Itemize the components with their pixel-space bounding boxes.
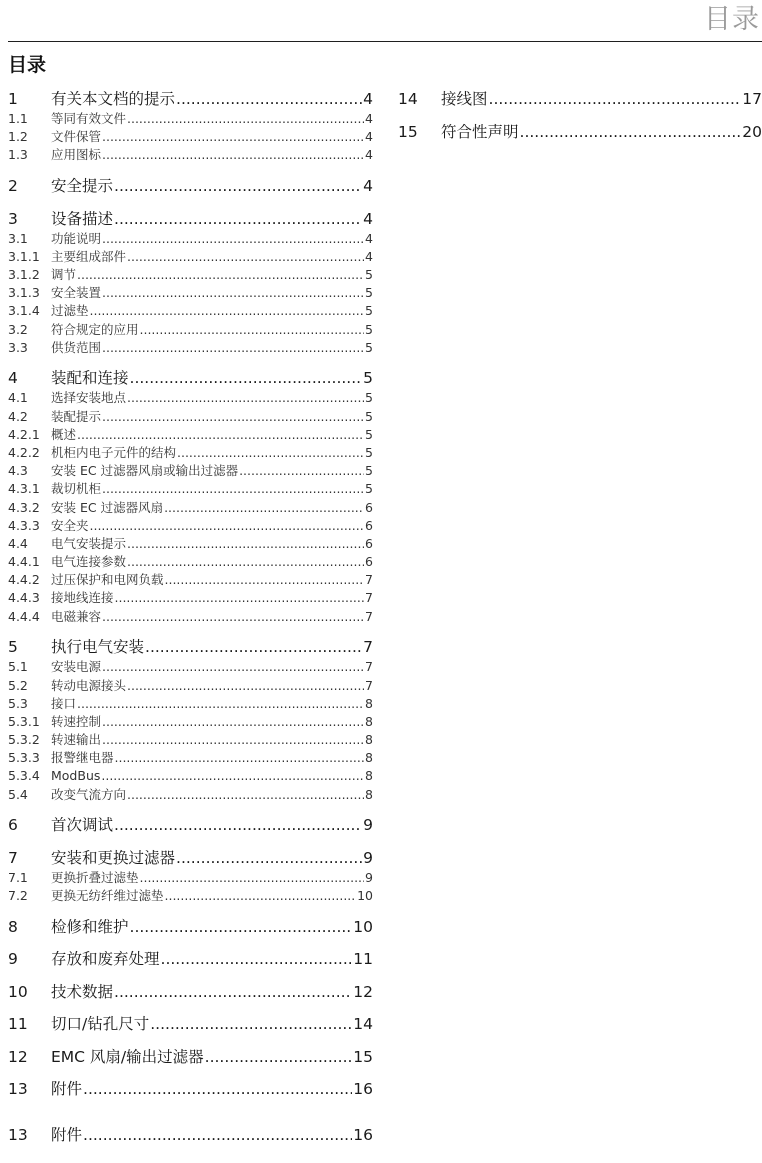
toc-entry-title: 切口/钻孔尺寸 (51, 1015, 150, 1034)
toc-heading: 目录 (8, 54, 47, 76)
toc-entry-page: 12 (353, 982, 373, 1001)
toc-entry-title: 电磁兼容 (51, 608, 102, 624)
toc-entry-number: 11 (8, 1015, 28, 1034)
toc-entry-number: 3.2 (8, 321, 28, 337)
toc-entry-number: 12 (8, 1047, 28, 1066)
toc-entry-level-1[interactable] (8, 1046, 373, 1068)
toc-entry-number: 3.1.4 (8, 303, 40, 319)
toc-entry-number: 7 (8, 848, 18, 867)
toc-dot-leader (102, 480, 364, 498)
toc-entry-level-3[interactable] (8, 426, 373, 444)
toc-entry-number: 5.2 (8, 677, 28, 693)
toc-entry-level-2[interactable] (8, 677, 373, 695)
toc-entry-title: 安全提示 (51, 177, 114, 196)
toc-entry-page: 10 (357, 888, 373, 903)
toc-entry-title: 电气连接参数 (51, 554, 127, 570)
toc-entry-title: 检修和维护 (51, 917, 129, 936)
toc-entry-number: 5.3.3 (8, 750, 40, 766)
toc-entry-page: 5 (365, 266, 373, 282)
toc-entry-level-1[interactable] (8, 1078, 373, 1100)
toc-entry-level-3[interactable] (8, 284, 373, 302)
toc-dot-leader (127, 110, 364, 128)
toc-entry-number: 4.4.2 (8, 572, 40, 588)
toc-entry-level-2[interactable] (8, 786, 373, 804)
toc-entry-level-1[interactable] (8, 1124, 373, 1146)
toc-entry-number: 3.1.3 (8, 285, 40, 301)
toc-dot-leader (101, 767, 364, 785)
toc-entry-page: 4 (365, 129, 373, 145)
toc-entry-page: 5 (365, 303, 373, 319)
toc-entry-title: 更换无纺纤维过滤垫 (51, 888, 164, 903)
toc-entry-level-1[interactable] (8, 847, 373, 869)
toc-entry-title: 执行电气安装 (51, 638, 145, 657)
toc-entry-page: 6 (365, 535, 373, 551)
toc-entry-title: 安全装置 (51, 285, 102, 301)
toc-entry-page: 10 (353, 917, 373, 936)
toc-entry-title: 改变气流方向 (51, 786, 127, 802)
toc-entry-page: 11 (353, 950, 373, 969)
toc-entry-level-1[interactable] (398, 121, 762, 143)
toc-entry-title: 安装 EC 过滤器风扇或输出过滤器 (51, 463, 239, 479)
toc-entry-page: 8 (365, 768, 373, 784)
toc-entry-number: 5.4 (8, 786, 28, 802)
toc-entry-title: 装配提示 (51, 408, 102, 424)
toc-entry-title: 报警继电器 (51, 750, 114, 766)
toc-entry-page: 4 (365, 230, 373, 246)
toc-dot-leader (130, 367, 363, 389)
toc-entry-number: 3.1.2 (8, 266, 40, 282)
toc-dot-leader (102, 713, 364, 731)
toc-entry-title: 符合规定的应用 (51, 321, 139, 337)
toc-entry-level-2[interactable] (8, 695, 373, 713)
toc-entry-title: 安装和更换过滤器 (51, 848, 176, 867)
toc-entry-title: 更换折叠过滤垫 (51, 869, 139, 885)
toc-entry-title: ModBus (51, 768, 101, 784)
toc-entry-page: 5 (365, 390, 373, 406)
toc-entry-number: 5.3 (8, 695, 28, 711)
toc-entry-number: 4.2.2 (8, 444, 40, 460)
toc-entry-number: 4.3.1 (8, 481, 40, 497)
toc-dot-leader (239, 462, 364, 480)
toc-entry-level-3[interactable] (8, 553, 373, 571)
toc-entry-number: 4.2 (8, 408, 28, 424)
toc-entry-title: 安装电源 (51, 659, 102, 675)
toc-entry-level-2[interactable] (8, 146, 373, 164)
toc-entry-page: 4 (365, 147, 373, 163)
toc-entry-page: 8 (365, 732, 373, 748)
toc-entry-level-2[interactable] (8, 658, 373, 676)
toc-dot-leader (115, 749, 365, 767)
toc-dot-leader (177, 444, 364, 462)
toc-entry-level-1[interactable] (8, 175, 373, 197)
toc-entry-title: 供货范围 (51, 339, 102, 355)
toc-entry-page: 5 (365, 481, 373, 497)
toc-entry-number: 4.4 (8, 535, 28, 551)
toc-dot-leader (130, 916, 353, 938)
toc-entry-number: 2 (8, 177, 18, 196)
toc-entry-level-3[interactable] (8, 248, 373, 266)
toc-entry-number: 4 (8, 369, 18, 388)
toc-entry-level-3[interactable] (8, 731, 373, 749)
toc-entry-page: 8 (365, 713, 373, 729)
toc-entry-number: 4.4.3 (8, 590, 40, 606)
toc-entry-level-3[interactable] (8, 749, 373, 767)
toc-dot-leader (102, 230, 364, 248)
toc-dot-leader (150, 1013, 352, 1035)
toc-entry-page: 5 (365, 444, 373, 460)
toc-entry-page: 7 (365, 659, 373, 675)
toc-entry-number: 5.3.4 (8, 768, 40, 784)
toc-entry-page: 5 (365, 426, 373, 442)
toc-entry-page: 4 (363, 209, 373, 228)
toc-entry-title: 转动电源接头 (51, 677, 127, 693)
toc-entry-title: 安装 EC 过滤器风扇 (51, 499, 164, 515)
toc-dot-leader (520, 121, 742, 143)
toc-entry-number: 5.3.2 (8, 732, 40, 748)
toc-entry-title: 过滤垫 (51, 303, 89, 319)
toc-entry-page: 5 (363, 369, 373, 388)
toc-entry-level-2[interactable] (8, 408, 373, 426)
toc-entry-title: 转速控制 (51, 713, 102, 729)
toc-entry-title: EMC 风扇/输出过滤器 (51, 1047, 204, 1066)
toc-entry-number: 3.1.1 (8, 248, 40, 264)
toc-entry-number: 4.1 (8, 390, 28, 406)
toc-entry-level-2[interactable] (8, 339, 373, 357)
toc-entry-page: 14 (353, 1015, 373, 1034)
toc-dot-leader (127, 677, 364, 695)
toc-dot-leader (102, 284, 364, 302)
toc-entry-page: 5 (365, 285, 373, 301)
toc-entry-level-3[interactable] (8, 589, 373, 607)
toc-entry-number: 3.3 (8, 339, 28, 355)
toc-entry-page: 16 (353, 1126, 373, 1145)
toc-entry-title: 装配和连接 (51, 369, 129, 388)
toc-entry-title: 设备描述 (51, 209, 114, 228)
toc-entry-title: 选择安装地点 (51, 390, 127, 406)
toc-entry-title: 等同有效文件 (51, 111, 127, 126)
toc-entry-page: 4 (363, 90, 373, 108)
toc-dot-leader (127, 786, 364, 804)
toc-entry-title: 存放和废弃处理 (51, 950, 160, 969)
toc-dot-leader (102, 658, 364, 676)
toc-left-column (8, 88, 373, 1146)
toc-entry-level-2[interactable] (8, 110, 373, 128)
toc-entry-number: 4.4.4 (8, 608, 40, 624)
toc-entry-page: 9 (363, 816, 373, 835)
toc-entry-level-3[interactable] (8, 608, 373, 626)
toc-entry-page: 5 (365, 463, 373, 479)
toc-entry-title: 应用图标 (51, 147, 102, 163)
toc-entry-page: 7 (365, 608, 373, 624)
toc-entry-title: 接地线连接 (51, 590, 114, 606)
toc-entry-level-1[interactable] (8, 916, 373, 938)
toc-entry-level-2[interactable] (8, 462, 373, 480)
toc-entry-page: 4 (365, 111, 373, 126)
toc-dot-leader (145, 636, 362, 658)
toc-entry-number: 13 (8, 1126, 28, 1145)
toc-dot-leader (83, 1078, 352, 1100)
toc-entry-title: 有关本文档的提示 (51, 90, 176, 108)
toc-entry-level-1[interactable] (398, 88, 762, 110)
toc-dot-leader (102, 731, 364, 749)
toc-entry-page: 4 (365, 248, 373, 264)
toc-entry-title: 裁切机柜 (51, 481, 102, 497)
toc-entry-number: 5 (8, 638, 18, 657)
toc-entry-level-1[interactable] (8, 367, 373, 389)
toc-entry-level-2[interactable] (8, 887, 373, 905)
toc-entry-title: 接线图 (441, 90, 488, 108)
toc-entry-number: 1 (8, 90, 18, 108)
toc-entry-page: 17 (742, 90, 762, 108)
toc-dot-leader (83, 1124, 352, 1146)
toc-entry-title: 文件保管 (51, 129, 102, 145)
toc-entry-title: 主要组成部件 (51, 248, 127, 264)
toc-dot-leader (102, 128, 364, 146)
toc-entry-title: 安全夹 (51, 517, 89, 533)
toc-entry-level-3[interactable] (8, 499, 373, 517)
toc-entry-title: 首次调试 (51, 816, 114, 835)
toc-entry-level-2[interactable] (8, 230, 373, 248)
toc-entry-number: 1.1 (8, 111, 28, 126)
toc-entry-page: 15 (353, 1047, 373, 1066)
toc-dot-leader (205, 1046, 353, 1068)
toc-entry-level-2[interactable] (8, 128, 373, 146)
toc-entry-number: 4.3.3 (8, 517, 40, 533)
toc-entry-title: 技术数据 (51, 982, 114, 1001)
toc-entry-level-2[interactable] (8, 535, 373, 553)
toc-entry-title: 概述 (51, 426, 77, 442)
toc-entry-number: 9 (8, 950, 18, 969)
toc-entry-page: 5 (365, 339, 373, 355)
toc-dot-leader (114, 981, 352, 1003)
toc-entry-level-3[interactable] (8, 302, 373, 320)
toc-dot-leader (114, 814, 362, 836)
toc-dot-leader (90, 302, 365, 320)
toc-entry-number: 5.1 (8, 659, 28, 675)
toc-dot-leader (127, 535, 364, 553)
toc-entry-title: 电气安装提示 (51, 535, 127, 551)
toc-entry-number: 3 (8, 209, 18, 228)
toc-entry-level-3[interactable] (8, 767, 373, 785)
toc-entry-page: 5 (365, 408, 373, 424)
toc-entry-number: 4.3 (8, 463, 28, 479)
toc-entry-title: 附件 (51, 1126, 83, 1145)
toc-entry-page: 7 (365, 572, 373, 588)
toc-dot-leader (165, 887, 357, 905)
toc-entry-number: 3.1 (8, 230, 28, 246)
toc-right-column (398, 88, 762, 143)
toc-dot-leader (102, 339, 364, 357)
header-rule (8, 41, 762, 42)
toc-entry-title: 过压保护和电网负载 (51, 572, 164, 588)
toc-dot-leader (102, 146, 364, 164)
toc-entry-title: 接口 (51, 695, 77, 711)
header-title: 目录 (704, 4, 760, 35)
toc-dot-leader (114, 175, 362, 197)
toc-entry-number: 6 (8, 816, 18, 835)
toc-entry-page: 6 (365, 517, 373, 533)
toc-entry-title: 转速输出 (51, 732, 102, 748)
toc-entry-number: 15 (398, 122, 418, 141)
toc-entry-number: 5.3.1 (8, 713, 40, 729)
toc-entry-page: 6 (365, 499, 373, 515)
toc-dot-leader (77, 695, 364, 713)
toc-entry-number: 4.2.1 (8, 426, 40, 442)
toc-entry-level-1[interactable] (8, 814, 373, 836)
toc-entry-title: 符合性声明 (441, 122, 519, 141)
toc-entry-level-2[interactable] (8, 869, 373, 887)
toc-entry-level-3[interactable] (8, 444, 373, 462)
toc-dot-leader (140, 869, 365, 887)
toc-entry-page: 8 (365, 786, 373, 802)
toc-entry-number: 4.3.2 (8, 499, 40, 515)
toc-entry-page: 9 (365, 869, 373, 885)
toc-dot-leader (127, 553, 364, 571)
toc-entry-level-3[interactable] (8, 266, 373, 284)
toc-entry-level-3[interactable] (8, 480, 373, 498)
toc-entry-page: 5 (365, 321, 373, 337)
toc-entry-level-1[interactable] (8, 981, 373, 1003)
toc-entry-number: 7.1 (8, 869, 28, 885)
toc-dot-leader (127, 248, 364, 266)
toc-entry-number: 8 (8, 917, 18, 936)
toc-entry-level-3[interactable] (8, 571, 373, 589)
toc-entry-level-1[interactable] (8, 88, 373, 110)
toc-entry-level-1[interactable] (8, 208, 373, 230)
toc-entry-number: 1.3 (8, 147, 28, 163)
toc-entry-level-3[interactable] (8, 517, 373, 535)
toc-dot-leader (176, 88, 362, 110)
toc-entry-title: 调节 (51, 266, 77, 282)
toc-entry-level-1[interactable] (8, 1013, 373, 1035)
toc-entry-level-1[interactable] (8, 636, 373, 658)
toc-entry-number: 10 (8, 982, 28, 1001)
toc-entry-number: 14 (398, 90, 418, 108)
toc-entry-page: 7 (365, 677, 373, 693)
toc-entry-number: 1.2 (8, 129, 28, 145)
toc-entry-page: 7 (363, 638, 373, 657)
toc-dot-leader (115, 589, 365, 607)
toc-entry-number: 13 (8, 1080, 28, 1099)
toc-entry-title: 附件 (51, 1080, 83, 1099)
toc-entry-page: 20 (742, 122, 762, 141)
toc-dot-leader (90, 517, 365, 535)
toc-dot-leader (127, 389, 364, 407)
toc-entry-page: 7 (365, 590, 373, 606)
toc-entry-level-2[interactable] (8, 389, 373, 407)
toc-entry-title: 机柜内电子元件的结构 (51, 444, 177, 460)
toc-entry-page: 4 (363, 177, 373, 196)
toc-entry-page: 6 (365, 554, 373, 570)
toc-dot-leader (161, 948, 353, 970)
toc-entry-number: 7.2 (8, 888, 28, 903)
toc-dot-leader (489, 88, 742, 110)
toc-entry-page: 8 (365, 750, 373, 766)
toc-dot-leader (102, 608, 364, 626)
toc-entry-level-3[interactable] (8, 713, 373, 731)
toc-entry-level-2[interactable] (8, 321, 373, 339)
toc-entry-number: 4.4.1 (8, 554, 40, 570)
toc-dot-leader (102, 408, 364, 426)
toc-dot-leader (77, 426, 364, 444)
toc-entry-page: 8 (365, 695, 373, 711)
toc-dot-leader (114, 208, 362, 230)
toc-dot-leader (77, 266, 364, 284)
toc-dot-leader (164, 499, 364, 517)
toc-dot-leader (140, 321, 365, 339)
toc-entry-level-1[interactable] (8, 948, 373, 970)
toc-entry-title: 功能说明 (51, 230, 102, 246)
toc-dot-leader (165, 571, 365, 589)
toc-dot-leader (176, 847, 362, 869)
toc-entry-page: 9 (363, 848, 373, 867)
toc-entry-page: 16 (353, 1080, 373, 1099)
